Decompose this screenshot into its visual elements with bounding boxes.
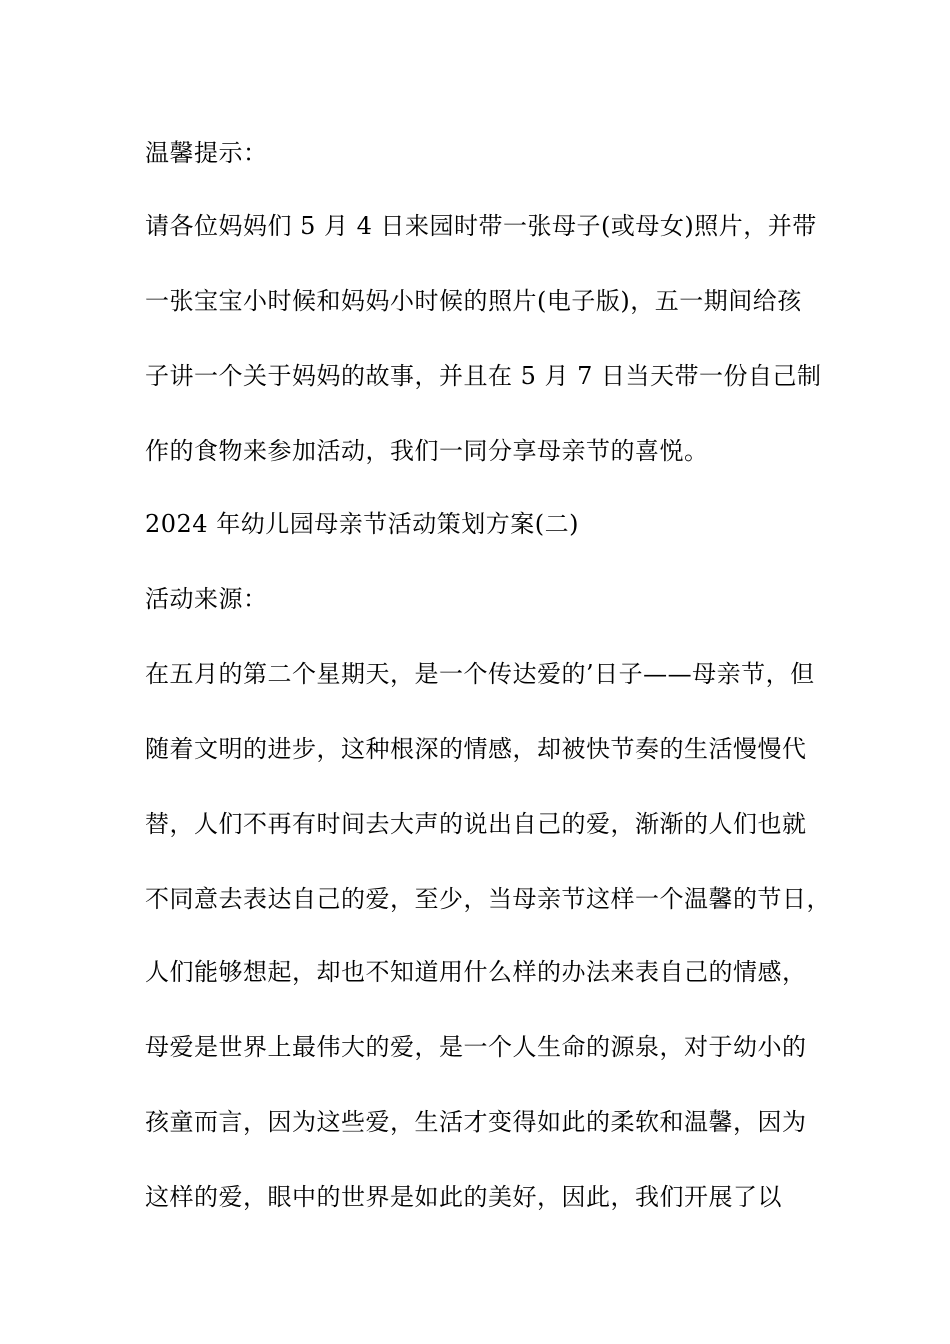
paragraph-line: 作的食物来参加活动，我们一同分享母亲节的喜悦。 [145,437,709,465]
paragraph-line: 一张宝宝小时候和妈妈小时候的照片(电子版)，五一期间给孩 [145,287,802,315]
paragraph-line: 不同意去表达自己的爱，至少，当母亲节这样一个温馨的节日， [145,885,831,913]
paragraph-line: 在五月的第二个星期天，是一个传达爱的’日子——母亲节，但 [145,660,815,688]
section-title: 2024 年幼儿园母亲节活动策划方案(二) [145,510,579,538]
paragraph-line: 请各位妈妈们 5 月 4 日来园时带一张母子(或母女)照片，并带 [145,212,817,240]
tip-heading: 温馨提示： [145,139,268,167]
paragraph-line: 人们能够想起，却也不知道用什么样的办法来表自己的情感， [145,958,807,986]
paragraph-line: 这样的爱，眼中的世界是如此的美好，因此，我们开展了以 [145,1183,782,1211]
paragraph-line: 母爱是世界上最伟大的爱，是一个人生命的源泉，对于幼小的 [145,1033,807,1061]
paragraph-line: 子讲一个关于妈妈的故事，并且在 5 月 7 日当天带一份自己制 [145,362,822,390]
paragraph-line: 随着文明的进步，这种根深的情感，却被快节奏的生活慢慢代 [145,735,807,763]
paragraph-line: 替，人们不再有时间去大声的说出自己的爱，渐渐的人们也就 [145,810,807,838]
source-heading: 活动来源： [145,585,268,613]
paragraph-line: 孩童而言，因为这些爱，生活才变得如此的柔软和温馨，因为 [145,1108,807,1136]
